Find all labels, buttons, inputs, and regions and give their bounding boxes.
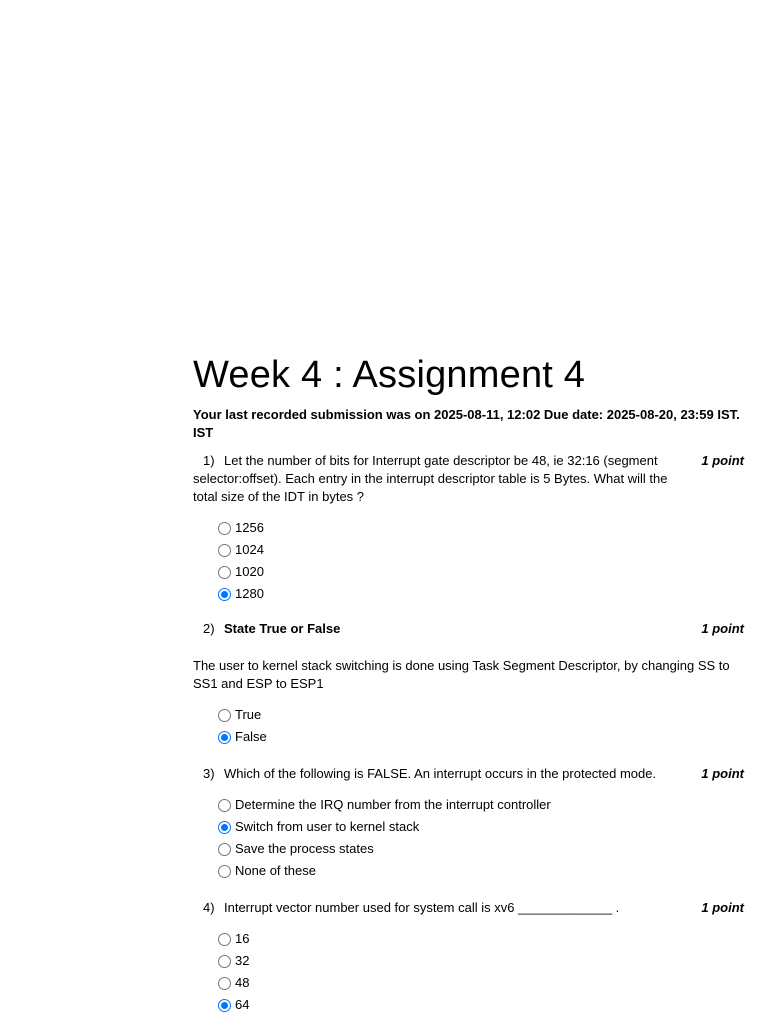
option-label: 1280 [235, 586, 264, 601]
option-32[interactable] [218, 950, 744, 972]
question-header [193, 620, 744, 638]
option-1024[interactable] [218, 539, 744, 561]
question-points: 1 point [701, 900, 744, 915]
page-title: Week 4 : Assignment 4 [193, 354, 586, 396]
radio-unchecked-icon[interactable] [218, 544, 231, 557]
option-64[interactable] [218, 994, 744, 1016]
option-label: Switch from user to kernel stack [235, 819, 420, 834]
question-3 [193, 765, 744, 882]
question-points: 1 point [701, 766, 744, 781]
question-number: 2) [203, 621, 215, 636]
submission-status: Your last recorded submission was on 2025-08-11, 12:02 Due date: 2025-08-20, 23:59 IST. IST [193, 407, 740, 440]
radio-checked-icon[interactable] [218, 821, 231, 834]
options-group [193, 794, 744, 882]
option-label: Save the process states [235, 841, 374, 856]
option-1256[interactable] [218, 517, 744, 539]
option-label: 48 [235, 975, 250, 990]
option-save-states[interactable] [218, 838, 744, 860]
option-label: 1256 [235, 520, 264, 535]
options-group [193, 704, 744, 748]
question-4 [193, 899, 744, 1016]
option-switch-stack[interactable] [218, 816, 744, 838]
options-group [193, 928, 744, 1016]
question-points: 1 point [701, 621, 744, 636]
radio-unchecked-icon[interactable] [218, 865, 231, 878]
options-group [193, 517, 744, 605]
radio-unchecked-icon[interactable] [218, 933, 231, 946]
radio-checked-icon[interactable] [218, 588, 231, 601]
option-false[interactable] [218, 726, 744, 748]
option-label: False [235, 729, 267, 744]
option-label: 16 [235, 931, 250, 946]
option-48[interactable] [218, 972, 744, 994]
option-1020[interactable] [218, 561, 744, 583]
radio-checked-icon[interactable] [218, 731, 231, 744]
radio-unchecked-icon[interactable] [218, 955, 231, 968]
radio-unchecked-icon[interactable] [218, 843, 231, 856]
question-header [193, 899, 744, 917]
question-number: 4) [203, 900, 215, 915]
option-label: 1024 [235, 542, 264, 557]
option-16[interactable] [218, 928, 744, 950]
option-none[interactable] [218, 860, 744, 882]
question-number: 1) [203, 453, 215, 468]
option-label: None of these [235, 863, 316, 878]
option-1280[interactable] [218, 583, 744, 605]
option-label: True [235, 707, 262, 722]
radio-unchecked-icon[interactable] [218, 977, 231, 990]
question-header [193, 765, 744, 783]
radio-unchecked-icon[interactable] [218, 566, 231, 579]
option-label: Determine the IRQ number from the interrupt controller [235, 797, 551, 812]
option-label: 1020 [235, 564, 264, 579]
question-points: 1 point [701, 453, 744, 468]
question-text: State True or False [224, 621, 341, 636]
option-label: 64 [235, 997, 250, 1012]
question-text: Interrupt vector number used for system call is xv6 _____________ . [224, 900, 620, 915]
question-2 [193, 620, 744, 748]
question-header [193, 452, 744, 506]
radio-unchecked-icon[interactable] [218, 709, 231, 722]
question-body: The user to kernel stack switching is done using Task Segment Descriptor, by changing SS to SS1 and ESP to ESP1 [193, 658, 730, 691]
question-number: 3) [203, 766, 215, 781]
radio-checked-icon[interactable] [218, 999, 231, 1012]
radio-unchecked-icon[interactable] [218, 799, 231, 812]
option-label: 32 [235, 953, 250, 968]
radio-unchecked-icon[interactable] [218, 522, 231, 535]
option-determine-irq[interactable] [218, 794, 744, 816]
question-1 [193, 452, 744, 605]
assignment-page [193, 352, 744, 1016]
option-true[interactable] [218, 704, 744, 726]
question-text: Let the number of bits for Interrupt gate descriptor be 48, ie 32:16 (segment selector:offset). Each entry in the interrupt descriptor table is 5 Bytes. What will the total size of the IDT in bytes ? [193, 453, 668, 504]
question-text: Which of the following is FALSE. An interrupt occurs in the protected mode. [224, 766, 657, 781]
